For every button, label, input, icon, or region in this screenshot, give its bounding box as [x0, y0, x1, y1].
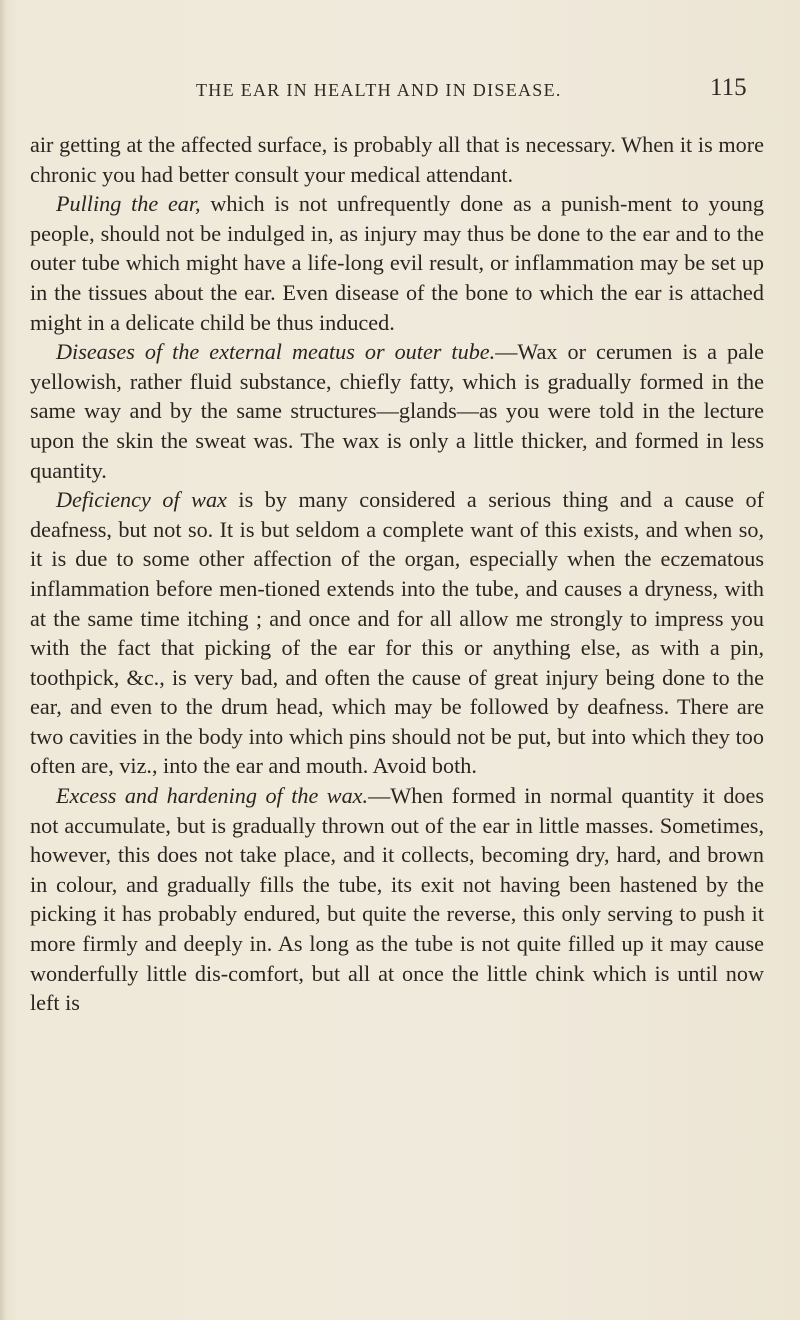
body-text [30, 130, 764, 1018]
paragraph-excess-and-hardening [30, 781, 764, 1018]
paragraph-text: —Wax or cerumen is a pale yellowish, rather fluid substance, chiefly fatty, which is gradually formed in the same way and by the same structures—glands—as you were told in the lecture upon the skin the sweat was. The wax is only a little thicker, and formed in less quantity. [30, 339, 764, 483]
paragraph-text: which is not unfrequently done as a punish-ment to young people, should not be indulged in, as injury may thus be done to the ear and to the outer tube which might have a life-long evil result, or inflammation may be set up in the tissues about the ear. Even disease of the bone to which the ear is attached might in a delicate child be thus induced. [30, 191, 764, 335]
gutter-shadow [0, 0, 6, 1320]
paragraph-diseases-external-meatus [30, 337, 764, 485]
paragraph-deficiency-of-wax [30, 485, 764, 781]
page-header [0, 74, 800, 110]
paragraph-heading: Pulling the ear, [56, 191, 201, 217]
running-title: THE EAR IN HEALTH AND IN DISEASE. [196, 80, 562, 100]
paragraph-heading: Diseases of the external meatus or outer tube. [56, 339, 496, 365]
paragraph-text: is by many considered a serious thing and a cause of deafness, but not so. It is but seldom a complete want of this exists, and when so, it is due to some other affection of the organ, especially when the eczematous inflammation before men-tioned extends into the tube, and causes a dryness, with at the same time itching ; and once and for all allow me strongly to impress you with the fact that picking of the ear for this or anything else, as with a pin, toothpick, &c., is very bad, and often the cause of great injury being done to the ear, and even to the drum head, which may be followed by deafness. There are two cavities in the body into which pins should not be put, but into which they too often are, viz., into the ear and mouth. Avoid both. [30, 487, 764, 779]
page-number: 115 [710, 74, 747, 101]
paragraph-text: —When formed in normal quantity it does not accumulate, but is gradually thrown out of the ear in little masses. Sometimes, however, this does not take place, and it collects, becoming dry, hard, and brown in colour, and gradually fills the tube, its exit not having been hastened by the picking it has probably endured, but quite the reverse, this only serving to push it more firmly and deeply in. As long as the tube is not quite filled up it may cause wonderfully little dis-comfort, but all at once the little chink which is until now left is [30, 783, 764, 1016]
paragraph-pulling-the-ear [30, 189, 764, 337]
paragraph-heading: Deficiency of wax [56, 487, 227, 513]
paragraph-heading: Excess and hardening of the wax. [56, 783, 369, 809]
paragraph-continuation: air getting at the affected surface, is probably all that is necessary. When it is more chronic you had better consult your medical attendant. [30, 132, 764, 187]
